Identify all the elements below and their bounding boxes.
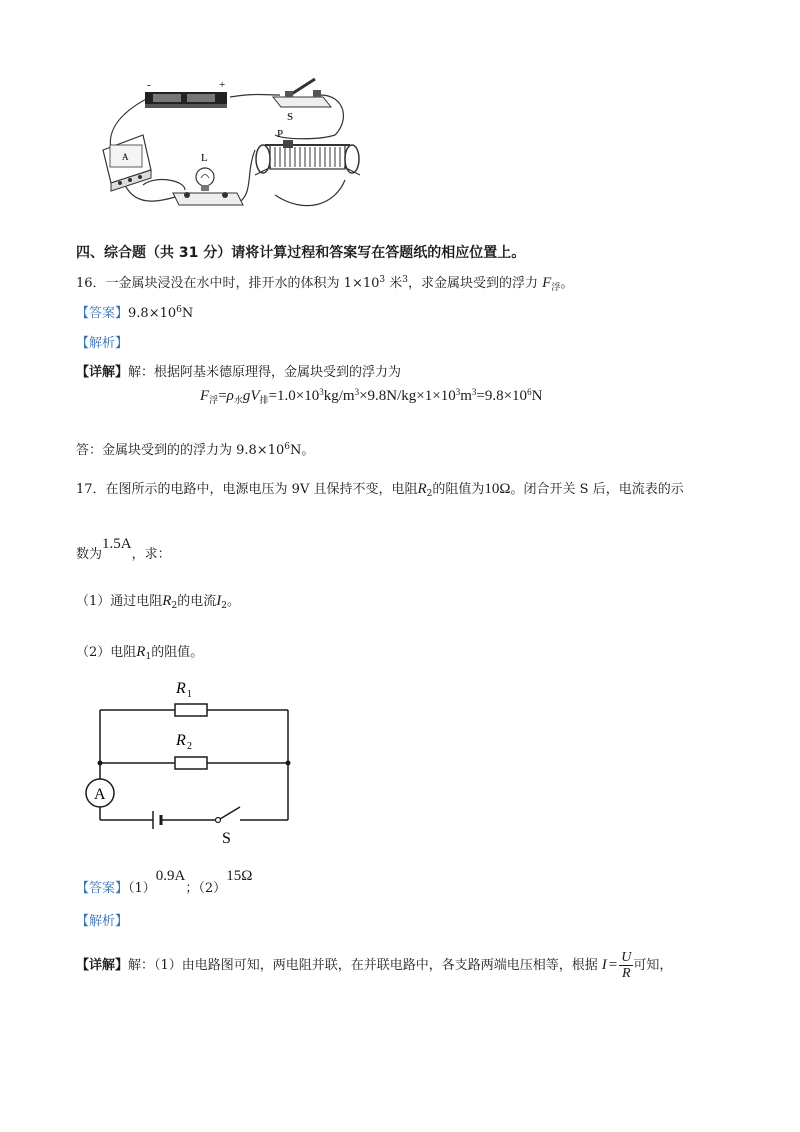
wire	[125, 185, 175, 201]
lamp	[173, 152, 243, 205]
q17-text-line1: 17．在图所示的电路中，电源电压为 9V 且保持不变，电阻$R_2$的阻值为10Ω。闭合开关 S 后，电流表的示	[76, 481, 684, 499]
section-title: 四、综合题（共 31 分）请将计算过程和答案写在答题纸的相应位置上。	[76, 245, 526, 261]
junction-dot	[98, 761, 103, 766]
q17-detail: 【详解】解：（1）由电路图可知，两电阻并联，在并联电路中，各支路两端电压相等，根据 I = $\frac{U}{R}$ 可知，	[76, 950, 673, 981]
rheostat	[255, 128, 360, 175]
q17-answer: 【答案】（1）0.9A；（2）15Ω	[76, 868, 253, 896]
battery-plus: +	[219, 79, 226, 91]
rheostat-label: P	[277, 128, 284, 140]
circuit-diagram	[80, 675, 310, 850]
q17-subquestion-2: （2）电阻$R_1$的阻值。	[76, 644, 204, 662]
r1-sub: 1	[187, 689, 192, 700]
q16-analysis-tag: 【解析】	[76, 336, 129, 351]
lamp-label: L	[201, 152, 208, 164]
fraction-u-over-r: $\frac{U}{R}$	[621, 950, 632, 981]
resistor-r2	[175, 757, 207, 769]
ammeter-label: A	[122, 152, 129, 162]
r2-label: R	[176, 732, 186, 749]
switch-blade	[220, 807, 240, 819]
r1-label: R	[176, 680, 186, 697]
wire	[143, 180, 185, 190]
ammeter-symbol-label: A	[94, 786, 106, 803]
junction-dot	[286, 761, 291, 766]
knife-switch	[273, 79, 331, 123]
switch-label: S	[287, 111, 294, 123]
battery-minus: -	[147, 79, 151, 91]
switch-symbol-label: S	[222, 830, 231, 847]
q16-detail: 【详解】解：根据阿基米德原理得，金属块受到的浮力为	[76, 365, 402, 380]
q16-conclusion: 答：金属块受到的的浮力为 $9.8\times 10^6N$。	[76, 442, 315, 458]
q16-text: 16．一金属块浸没在水中时，排开水的体积为 $1\times 10^3$ 米$^3$，求金属块受到的浮力 $F_浮$。	[76, 275, 574, 293]
q17-subquestion-1: （1）通过电阻$R_2$的电流$I_2$。	[76, 593, 240, 611]
q16-answer: 【答案】$9.8\times 10^6N$	[76, 305, 194, 321]
q16-formula: $F_浮=\rho_水gV_排=1.0\times 10^3kg/m^3\times 9.8N/kg\times 1\times 10^3m^3=9.8\times 10^6N$	[200, 387, 543, 405]
q17-analysis-tag: 【解析】	[76, 914, 129, 929]
r2-sub: 2	[187, 741, 192, 752]
battery	[145, 79, 227, 108]
apparatus-diagram	[95, 75, 365, 220]
switch-contact	[216, 818, 221, 823]
q17-text-line2: 数为1.5A，求：	[76, 536, 171, 562]
wire	[275, 180, 345, 206]
resistor-r1	[175, 704, 207, 716]
